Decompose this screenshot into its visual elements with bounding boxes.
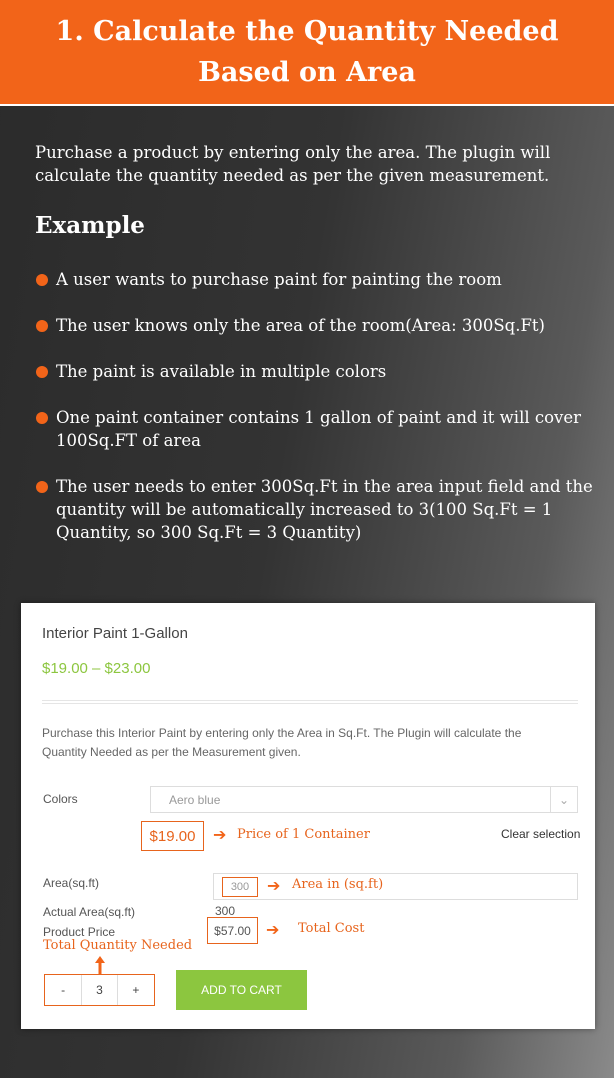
arrow-right-icon: ➔: [213, 825, 227, 844]
price-range: $19.00 – $23.00: [42, 660, 151, 677]
list-item: The paint is available in multiple colors: [35, 360, 605, 383]
total-quantity-note: Total Quantity Needed: [43, 938, 193, 953]
list-item: The user needs to enter 300Sq.Ft in the area input field and the quantity will be automatically increased to 3(100 Sq.Ft = 1 Quantity, so 300 Sq.Ft = 3 Quantity): [35, 475, 605, 544]
arrow-up-icon: [95, 956, 105, 974]
total-cost-box: $57.00: [207, 917, 258, 944]
qty-value[interactable]: 3: [81, 975, 117, 1005]
list-item: One paint container contains 1 gallon of paint and it will cover 100Sq.FT of area: [35, 406, 605, 452]
example-list: [35, 268, 605, 567]
qty-minus-button[interactable]: -: [61, 983, 66, 997]
bullet-dot-icon: [36, 274, 48, 286]
example-heading: Example: [35, 212, 145, 239]
area-input-value[interactable]: 300: [222, 877, 258, 897]
qty-plus-button[interactable]: +: [132, 983, 140, 997]
area-note: Area in (sq.ft): [292, 877, 384, 892]
bullet-dot-icon: [36, 412, 48, 424]
colors-label: Colors: [43, 792, 78, 806]
product-name: Interior Paint 1-Gallon: [42, 625, 188, 642]
actual-area-label: Actual Area(sq.ft): [43, 905, 136, 919]
chevron-down-icon[interactable]: ⌄: [550, 787, 577, 812]
clear-selection-link[interactable]: Clear selection: [501, 827, 581, 841]
bullet-dot-icon: [36, 481, 48, 493]
product-card: [21, 603, 595, 1029]
bullet-dot-icon: [36, 320, 48, 332]
list-item: A user wants to purchase paint for painting the room: [35, 268, 605, 291]
header-banner: [0, 0, 614, 106]
divider: [42, 700, 578, 704]
area-label: Area(sq.ft): [43, 876, 100, 890]
actual-area-value: 300: [215, 904, 236, 918]
page-title: 1. Calculate the Quantity Needed Based on Area: [55, 16, 559, 88]
list-item: The user knows only the area of the room(Area: 300Sq.Ft): [35, 314, 605, 337]
arrow-right-icon: ➔: [266, 920, 280, 939]
unit-price-box: $19.00: [141, 821, 204, 851]
color-select-value: Aero blue: [169, 793, 221, 807]
product-description: Purchase this Interior Paint by entering only the Area in Sq.Ft. The Plugin will calculate the Quantity Needed as per the Measurement given.: [42, 726, 522, 759]
arrow-right-icon: ➔: [267, 876, 281, 895]
add-to-cart-button[interactable]: ADD TO CART: [176, 970, 307, 1010]
bullet-dot-icon: [36, 366, 48, 378]
color-select[interactable]: [150, 786, 578, 813]
unit-price-note: Price of 1 Container: [237, 827, 370, 842]
total-cost-note: Total Cost: [298, 921, 365, 936]
intro-text: Purchase a product by entering only the area. The plugin will calculate the quantity needed as per the given measurement.: [35, 143, 551, 185]
quantity-stepper[interactable]: [44, 974, 155, 1006]
product-price-label: Product Price: [43, 925, 116, 939]
